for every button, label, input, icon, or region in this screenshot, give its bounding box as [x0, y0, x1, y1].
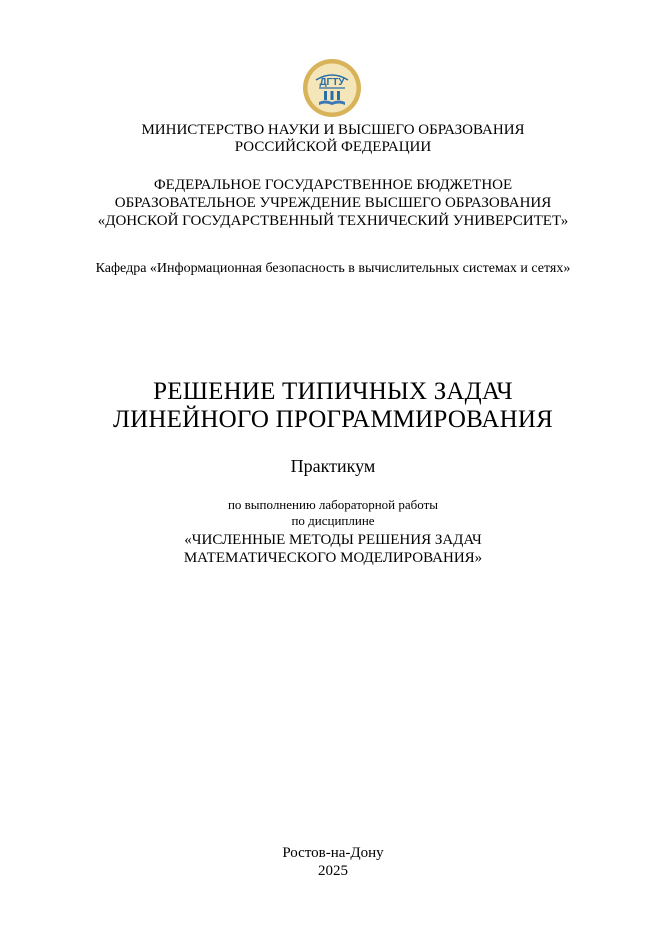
- document-title: [0, 378, 666, 434]
- emblem-lettering: ДГТУ: [319, 77, 345, 88]
- university-emblem-icon: [302, 58, 362, 118]
- emblem-column-center: [331, 91, 334, 100]
- discipline-line: «ЧИСЛЕННЫЕ МЕТОДЫ РЕШЕНИЯ ЗАДАЧ: [184, 532, 482, 548]
- department-line: [0, 260, 666, 277]
- department-text: Кафедра «Информационная безопасность в вычислительных системах и сетях»: [95, 261, 571, 276]
- institution-line: ФЕДЕРАЛЬНОЕ ГОСУДАРСТВЕННОЕ БЮДЖЕТНОЕ: [153, 177, 513, 193]
- discipline-line: МАТЕМАТИЧЕСКОГО МОДЕЛИРОВАНИЯ»: [183, 550, 483, 566]
- title-line: РЕШЕНИЕ ТИПИЧНЫХ ЗАДАЧ: [153, 378, 513, 405]
- institution-heading: [0, 176, 666, 230]
- institution-line: ОБРАЗОВАТЕЛЬНОЕ УЧРЕЖДЕНИЕ ВЫСШЕГО ОБРАЗОВАНИЯ: [114, 195, 552, 211]
- doc-type-text: Практикум: [290, 456, 376, 476]
- purpose-text: [0, 497, 666, 529]
- year-text: 2025: [318, 863, 348, 879]
- ministry-line: РОССИЙСКОЙ ФЕДЕРАЦИИ: [234, 139, 432, 155]
- ministry-heading: [0, 122, 666, 156]
- discipline-name: [0, 531, 666, 567]
- purpose-line: по дисциплине: [291, 513, 375, 528]
- emblem-column-left: [324, 91, 327, 100]
- year: [0, 863, 666, 880]
- title-line: ЛИНЕЙНОГО ПРОГРАММИРОВАНИЯ: [112, 406, 554, 433]
- emblem-column-right: [337, 91, 340, 100]
- city: [0, 845, 666, 862]
- city-text: Ростов-на-Дону: [282, 845, 384, 861]
- document-type: [0, 456, 666, 476]
- purpose-line: по выполнению лабораторной работы: [227, 497, 439, 512]
- ministry-line: МИНИСТЕРСТВО НАУКИ И ВЫСШЕГО ОБРАЗОВАНИЯ: [141, 122, 525, 138]
- institution-line: «ДОНСКОЙ ГОСУДАРСТВЕННЫЙ ТЕХНИЧЕСКИЙ УНИВЕРСИТЕТ»: [97, 213, 569, 229]
